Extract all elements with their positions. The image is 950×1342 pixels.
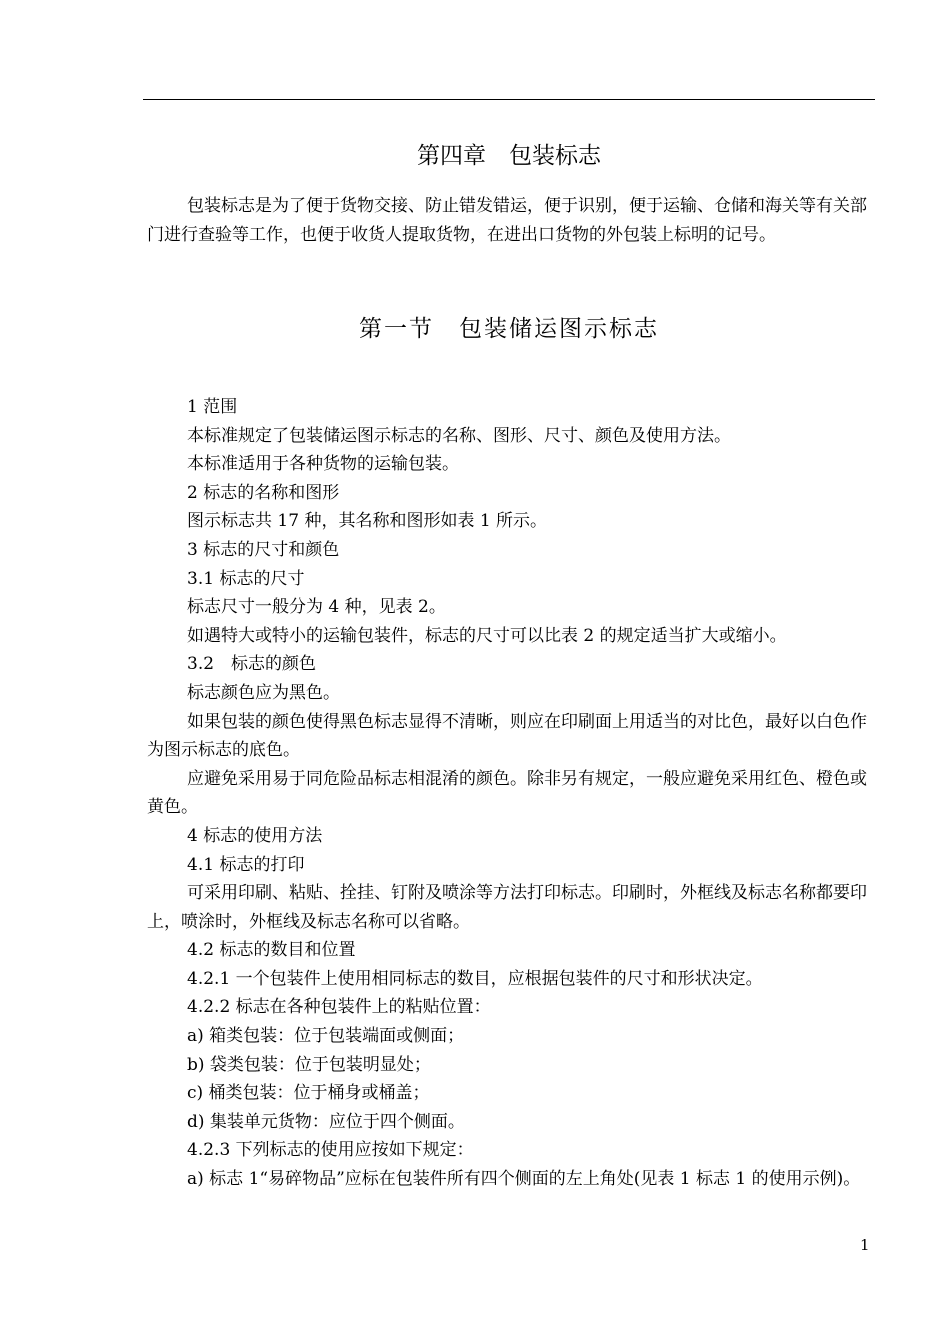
paragraph: 如果包装的颜色使得黑色标志显得不清晰，则应在印刷面上用适当的对比色，最好以白色作为图示标志的底色。: [147, 711, 867, 761]
paragraph: 标志尺寸一般分为 4 种，见表 2。: [187, 597, 446, 618]
paragraph: 本标准适用于各种货物的运输包装。: [187, 454, 459, 475]
page-number: 1: [860, 1236, 870, 1254]
paragraph: 标志颜色应为黑色。: [187, 682, 340, 703]
paragraph: 1 范围: [187, 397, 238, 417]
paragraph: 如遇特大或特小的运输包装件，标志的尺寸可以比表 2 的规定适当扩大或缩小。: [187, 625, 787, 646]
paragraph: 4.2 标志的数目和位置: [187, 940, 356, 961]
paragraph: 4.1 标志的打印: [187, 854, 305, 875]
body-text: [147, 393, 877, 1194]
paragraph: 4.2.2 标志在各种包装件上的粘贴位置：: [187, 997, 491, 1018]
paragraph: 3.1 标志的尺寸: [187, 568, 305, 589]
paragraph: a) 标志 1“易碎物品”应标在包装件所有四个侧面的左上角处(见表 1 标志 1 的使用示例)。: [187, 1169, 861, 1190]
paragraph: 图示标志共 17 种，其名称和图形如表 1 所示。: [187, 511, 548, 532]
paragraph: 4 标志的使用方法: [187, 825, 323, 846]
paragraph: a) 箱类包装：位于包装端面或侧面；: [187, 1026, 465, 1047]
paragraph: 2 标志的名称和图形: [187, 482, 340, 503]
paragraph: b) 袋类包装：位于包装明显处；: [187, 1054, 431, 1075]
paragraph: d) 集装单元货物：应位于四个侧面。: [187, 1111, 465, 1132]
chapter-title: 第四章 包装标志: [417, 143, 601, 169]
paragraph: c) 桶类包装：位于桶身或桶盖；: [187, 1083, 430, 1104]
paragraph: 应避免采用易于同危险品标志相混淆的颜色。除非另有规定，一般应避免采用红色、橙色或黄色。: [147, 768, 867, 818]
paragraph: 本标准规定了包装储运图示标志的名称、图形、尺寸、颜色及使用方法。: [187, 425, 731, 446]
paragraph: 4.2.3 下列标志的使用应按如下规定：: [187, 1140, 474, 1161]
paragraph: 3.2 标志的颜色: [187, 654, 317, 675]
section-title: 第一节 包装储运图示标志: [359, 316, 659, 342]
intro-paragraph: 包装标志是为了便于货物交接、防止错发错运，便于识别，便于运输、仓储和海关等有关部门进行查验等工作，也便于收货人提取货物，在进出口货物的外包装上标明的记号。: [147, 196, 867, 245]
paragraph: 3 标志的尺寸和颜色: [187, 539, 340, 560]
paragraph: 可采用印刷、粘贴、拴挂、钉附及喷涂等方法打印标志。印刷时，外框线及标志名称都要印上，喷涂时，外框线及标志名称可以省略。: [147, 883, 867, 932]
header-rule: [143, 99, 875, 100]
paragraph: 4.2.1 一个包装件上使用相同标志的数目，应根据包装件的尺寸和形状决定。: [187, 968, 763, 989]
